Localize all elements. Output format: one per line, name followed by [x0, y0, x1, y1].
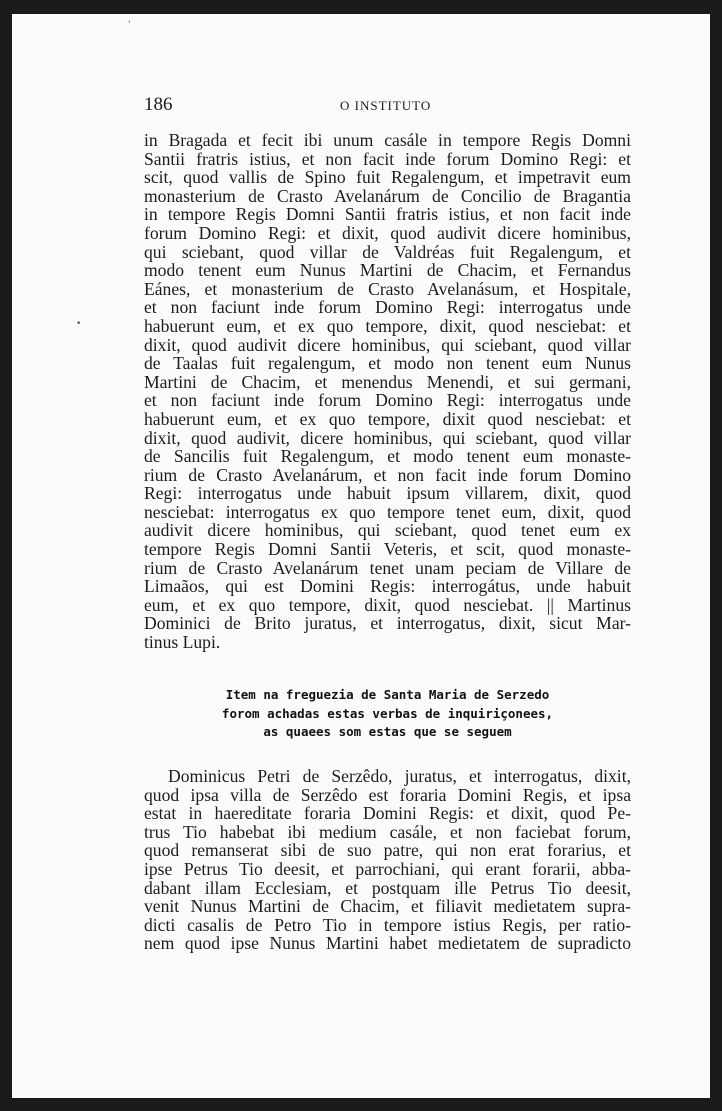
text-line: eum, et ex quo tempore, dixit, quod nesciebat. || Martinus [144, 594, 631, 615]
text-line: quod ipsa villa de Serzêdo est foraria Domini Regis, et ipsa [144, 784, 631, 805]
text-line: et non faciunt inde forum Domino Regi: interrogatus unde [144, 390, 631, 411]
heading-line: Item na freguezia de Santa Maria de Serzedo [225, 687, 550, 702]
text-line: ipse Petrus Tio deesit, et parrochiani, qui erant forarii, abba- [144, 858, 631, 879]
text-line: forum Domino Regi: et dixit, quod audivit dicere hominibus, [144, 222, 631, 243]
text-line: monasterium de Crasto Avelanárum de Concilio de Bragantia [144, 185, 631, 206]
text-line: trus Tio habebat ibi medium casále, et non faciebat forum, [144, 821, 631, 842]
heading-line: forom achadas estas verbas de inquiriçonees, [221, 705, 554, 721]
heading-line: as quaees som estas que se seguem [263, 724, 512, 739]
text-line: et non faciunt inde forum Domino Regi: interrogatus unde [144, 297, 631, 318]
text-line: dixit, quod audivit, dicere hominibus, qui sciebant, quod villar [144, 427, 631, 448]
text-line: Regi: interrogatus unde habuit ipsum villarem, dixit, quod [144, 483, 631, 504]
text-line: audivit dicere hominibus, qui sciebant, quod tenet eum ex [144, 520, 631, 541]
text-line: Dominici de Brito juratus, et interrogatus, dixit, sicut Mar- [144, 613, 631, 634]
text-line: modo tenent eum Nunus Martini de Chacim, et Fernandus [144, 260, 631, 281]
running-head: O INSTITUTO [340, 98, 432, 113]
text-line: tinus Lupi. [144, 632, 221, 653]
text-line: scit, quod vallis de Spino fuit Regalengum, et impetravit eum [144, 167, 631, 188]
text-line: in tempore Regis Domni Santii fratris istius, et non facit inde [144, 204, 631, 225]
text-line: dicti casalis de Petro Tio in tempore istius Regis, per ratio- [144, 914, 631, 935]
page-number: 186 [144, 94, 173, 115]
text-line: tempore Regis Domni Santii Veteris, et scit, quod monaste- [144, 539, 631, 560]
text-line: de Taalas fuit regalengum, et modo non tenent eum Nunus [144, 353, 631, 374]
section-heading [144, 686, 631, 742]
text-line: de Sancilis fuit Regalengum, et modo tenent eum monaste- [144, 446, 631, 467]
text-line: rium de Crasto Avelanárum tenet unam peciam de Villare de [144, 557, 631, 578]
text-line: Eánes, et monasterium de Crasto Avelanásum, et Hospitale, [144, 278, 631, 299]
text-line: estat in haereditate foraria Domini Regis: et dixit, quod Pe- [144, 803, 631, 824]
document-page [12, 14, 710, 1098]
text-line: dixit, quod audivit dicere hominibus, qui sciebant, quod villar [144, 334, 631, 355]
text-line: quod remanserat sibi de suo patre, qui non erat forarius, et [144, 840, 631, 861]
text-line: Limaãos, qui est Domini Regis: interrogátus, unde habuit [144, 576, 631, 597]
text-line: venit Nunus Martini de Chacim, et filiavit medietatem supra- [144, 896, 631, 917]
text-line: rium de Crasto Avelanárum, et non facit inde forum Domino [144, 464, 631, 485]
text-line: habuerunt eum, et ex quo tempore, dixit quod nesciebat: et [144, 408, 631, 429]
text-line: habuerunt eum, et ex quo tempore, dixit, quod nesciebat: et [144, 315, 631, 336]
text-line: Santii fratris istius, et non facit inde forum Domino Regi: et [144, 148, 631, 169]
text-line: nem quod ipse Nunus Martini habet medietatem de supradicto [144, 933, 631, 954]
text-line: qui sciebant, quod villar de Valdréas fuit Regalengum, et [144, 241, 631, 262]
margin-speck: ' [128, 20, 131, 30]
text-line: Dominicus Petri de Serzêdo, juratus, et interrogatus, dixit, [168, 766, 631, 786]
page-header [144, 94, 630, 118]
paragraph-1 [144, 131, 631, 652]
margin-speck: • [76, 319, 82, 329]
text-line: nesciebat: interrogatus ex quo tempore tenet eum, dixit, quod [144, 501, 631, 522]
text-line: Martini de Chacim, et menendus Menendi, et sui germani, [144, 371, 631, 392]
text-line: dabant illam Ecclesiam, et postquam ille Petrus Tio deesit, [144, 877, 631, 898]
paragraph-2 [144, 767, 631, 953]
text-line: in Bragada et fecit ibi unum casále in tempore Regis Domni [144, 130, 631, 150]
